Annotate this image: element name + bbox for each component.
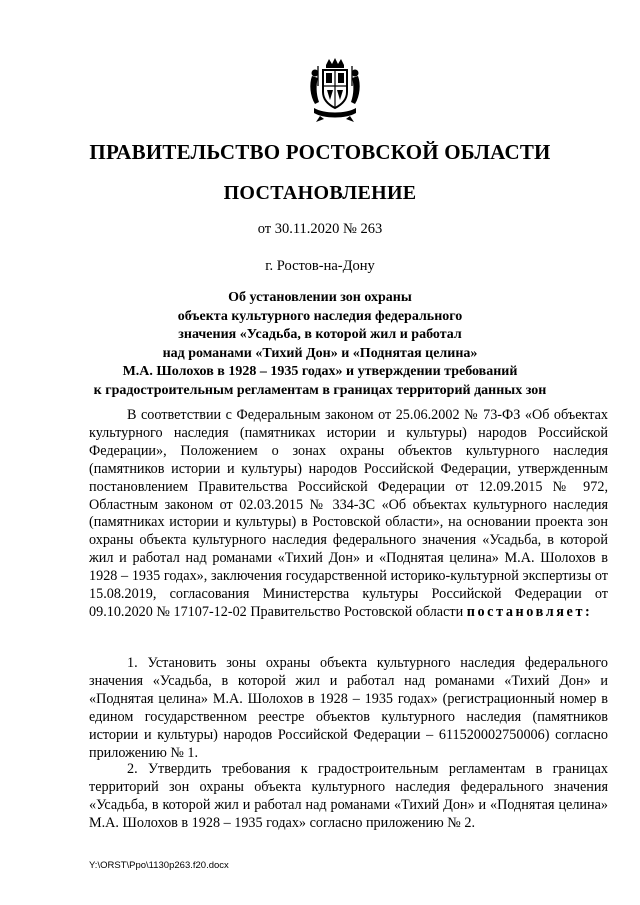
title-line: объекта культурного наследия федерального bbox=[177, 308, 463, 324]
city-line: г. Ростов-на-Дону bbox=[265, 258, 375, 274]
date-and-number: от 30.11.2020 № 263 bbox=[257, 221, 383, 237]
item-1-paragraph: 1. Установить зоны охраны объекта культурного наследия федерального значения «Усадьба, в которой жил и работал над романами «Тихий Дон» и «Поднятая целина» М.А. Шолохов в 1928 – 1935 годах» (регистрационный номер в едином государственном реестре объектов культурного наследия (памятников истории и культуры) народов Российской Федерации – 611520002750006) согласно приложению № 1. bbox=[89, 655, 608, 761]
preamble-text: В соответствии с Федеральным законом от 25.06.2002 № 73-ФЗ «Об объектах культурного наследия (памятниках истории и культуры) народов Российской Федерации», Положением о зонах охраны объектов культурного наследия (памятников истории и культуры) народов Российской Федерации, утвержденным постановлением Правительства Российской Федерации от 12.09.2015 № 972, Областным законом от 02.03.2015 № 334-ЗС «Об объектах культурного наследия (памятниках истории и культуры) в Ростовской области», на основании проекта зон охраны объекта культурного наследия федерального значения «Усадьба, в которой жил и работал над романами «Тихий Дон» и «Поднятая целина» М.А. Шолохов в 1928 – 1935 годах», заключения государственной историко-культурной экспертизы от 15.08.2019, согласования Министерства культуры Российской Федерации от 09.10.2020 № 17107-12-02 Правительство Ростовской области bbox=[89, 407, 608, 620]
title-line: значения «Усадьба, в которой жил и работал bbox=[178, 327, 462, 343]
document-type-heading: ПОСТАНОВЛЕНИЕ bbox=[223, 182, 417, 204]
file-path-footer: Y:\ORST\Ppo\1130p263.f20.docx bbox=[89, 860, 229, 871]
decree-keyword: постановляет: bbox=[466, 603, 593, 620]
title-line: над романами «Тихий Дон» и «Поднятая целина» bbox=[162, 345, 478, 361]
coat-of-arms-emblem bbox=[306, 56, 364, 124]
preamble-paragraph bbox=[89, 407, 608, 622]
title-line: к градостроительным регламентам в границах территорий данных зон bbox=[93, 382, 547, 398]
government-heading: ПРАВИТЕЛЬСТВО РОСТОВСКОЙ ОБЛАСТИ bbox=[89, 140, 551, 164]
title-line: М.А. Шолохов в 1928 – 1935 годах» и утверждении требований bbox=[122, 364, 518, 380]
item-2-paragraph: 2. Утвердить требования к градостроительным регламентам в границах территорий зон охраны объекта культурного наследия федерального значения «Усадьба, в которой жил и работал над романами «Тихий Дон» и «Поднятая целина» М.А. Шолохов в 1928 – 1935 годах» согласно приложению № 2. bbox=[89, 761, 608, 831]
document-title bbox=[80, 289, 560, 401]
title-line: Об установлении зон охраны bbox=[228, 290, 412, 305]
